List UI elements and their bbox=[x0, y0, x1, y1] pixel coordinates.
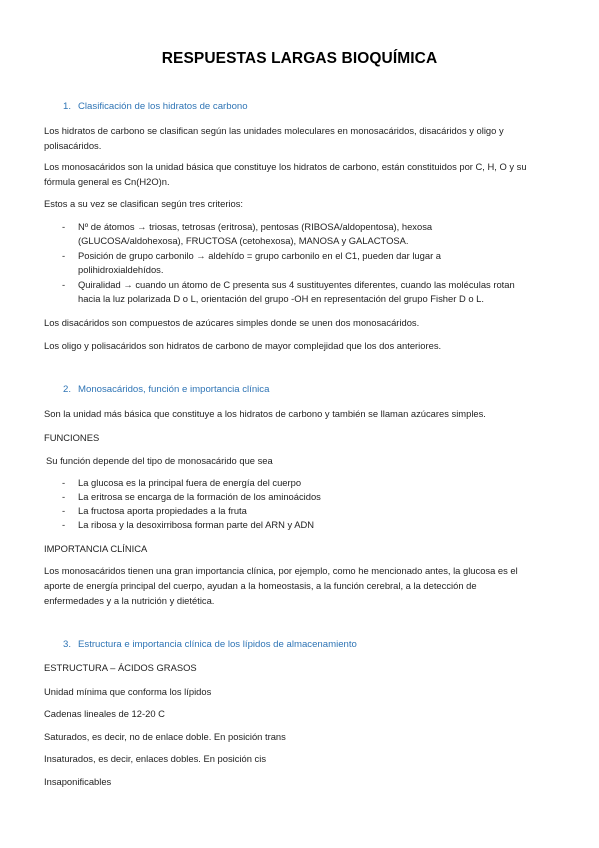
section-3-number: 3. bbox=[63, 639, 72, 650]
s3-paragraph-4: Saturados, es decir, no de enlace doble. En posición trans bbox=[44, 731, 286, 742]
list-item-line-1: Quiralidad → cuando un átomo de C presenta sus 4 sustituyentes diferentes, cuando las moléculas rotan bbox=[78, 279, 515, 290]
section-2-heading bbox=[63, 384, 269, 395]
s2-paragraph-5a: Los monosacáridos tienen una gran importancia clínica, por ejemplo, como he mencionado antes, la glucosa es el bbox=[44, 565, 518, 576]
s1-paragraph-3: Estos a su vez se clasifican según tres criterios: bbox=[44, 198, 244, 209]
s3-subheading-estructura: ESTRUCTURA – ÁCIDOS GRASOS bbox=[44, 662, 197, 673]
s1-paragraph-1a: Los hidratos de carbono se clasifican según las unidades moleculares en monosacáridos, disacáridos y oligo y bbox=[44, 125, 504, 136]
list-dash: - bbox=[62, 279, 66, 290]
list-item-line-1: Nº de átomos → triosas, tetrosas (eritrosa), pentosas (RIBOSA/aldopentosa), hexosa bbox=[78, 221, 433, 232]
list-item-text: La glucosa es la principal fuera de energía del cuerpo bbox=[78, 477, 302, 488]
s2-paragraph-3: Su función depende del tipo de monosacárido que sea bbox=[46, 455, 273, 466]
section-1-title: Clasificación de los hidratos de carbono bbox=[78, 101, 248, 112]
s3-paragraph-6: Insaponificables bbox=[44, 776, 112, 787]
document-title: RESPUESTAS LARGAS BIOQUÍMICA bbox=[161, 50, 438, 67]
list-dash: - bbox=[62, 519, 66, 530]
s1-paragraph-4: Los disacáridos son compuestos de azúcares simples donde se unen dos monosacáridos. bbox=[44, 317, 420, 328]
section-3-title: Estructura e importancia clínica de los lípidos de almacenamiento bbox=[78, 639, 357, 650]
list-item-line-2: hacia la luz polarizada D o L, orientación del grupo -OH en representación del grupo Fisher D o L. bbox=[78, 293, 484, 304]
s2-paragraph-1: Son la unidad más básica que constituye a los hidratos de carbono y también se llaman azúcares simples. bbox=[44, 408, 486, 419]
list-dash: - bbox=[62, 491, 66, 502]
s1-paragraph-2b bbox=[44, 174, 564, 189]
section-1-heading bbox=[63, 101, 248, 112]
list-item-text: La fructosa aporta propiedades a la fruta bbox=[78, 505, 247, 516]
s3-paragraph-3: Cadenas lineales de 12-20 C bbox=[44, 708, 165, 719]
list-dash: - bbox=[62, 505, 66, 516]
s1-paragraph-5: Los oligo y polisacáridos son hidratos de carbono de mayor complejidad que los dos anteriores. bbox=[44, 340, 442, 351]
list-dash: - bbox=[62, 477, 66, 488]
s1-formula: fórmula general es Cn(H2O)n. bbox=[44, 176, 170, 187]
s2-paragraph-5b: aporte de energía principal del cuerpo, ayudan a la homeostasis, a la función cerebral, a la detección de bbox=[44, 580, 477, 591]
s2-paragraph-5c: enfermedades y a la nutrición y dietética. bbox=[44, 595, 215, 606]
s1-paragraph-1b: polisacáridos. bbox=[44, 140, 102, 151]
list-item-text: La eritrosa se encarga de la formación de los aminoácidos bbox=[78, 491, 321, 502]
list-item-line-1: Posición de grupo carbonilo → aldehído = grupo carbonilo en el C1, pueden dar lugar a bbox=[78, 250, 442, 261]
list-item-line-2: polihidroxialdehídos. bbox=[78, 264, 164, 275]
list-item-line-2: (GLUCOSA/aldohexosa), FRUCTOSA (cetohexosa), MANOSA y GALACTOSA. bbox=[78, 235, 409, 246]
section-3-heading bbox=[63, 639, 357, 650]
section-2-title: Monosacáridos, función e importancia clínica bbox=[78, 384, 270, 395]
s2-subheading-importancia: IMPORTANCIA CLÍNICA bbox=[44, 543, 148, 554]
list-item-text: La ribosa y la desoxirribosa forman parte del ARN y ADN bbox=[78, 519, 315, 530]
list-dash: - bbox=[62, 221, 66, 232]
s3-paragraph-5: Insaturados, es decir, enlaces dobles. En posición cis bbox=[44, 753, 267, 764]
list-dash: - bbox=[62, 250, 66, 261]
section-2-number: 2. bbox=[63, 384, 72, 395]
s2-subheading-funciones: FUNCIONES bbox=[44, 432, 100, 443]
s1-paragraph-2a: Los monosacáridos son la unidad básica que constituye los hidratos de carbono, están constituidos por C, H, O y su bbox=[44, 161, 527, 172]
s3-paragraph-2: Unidad mínima que conforma los lípidos bbox=[44, 686, 212, 697]
section-1-number: 1. bbox=[63, 101, 72, 112]
